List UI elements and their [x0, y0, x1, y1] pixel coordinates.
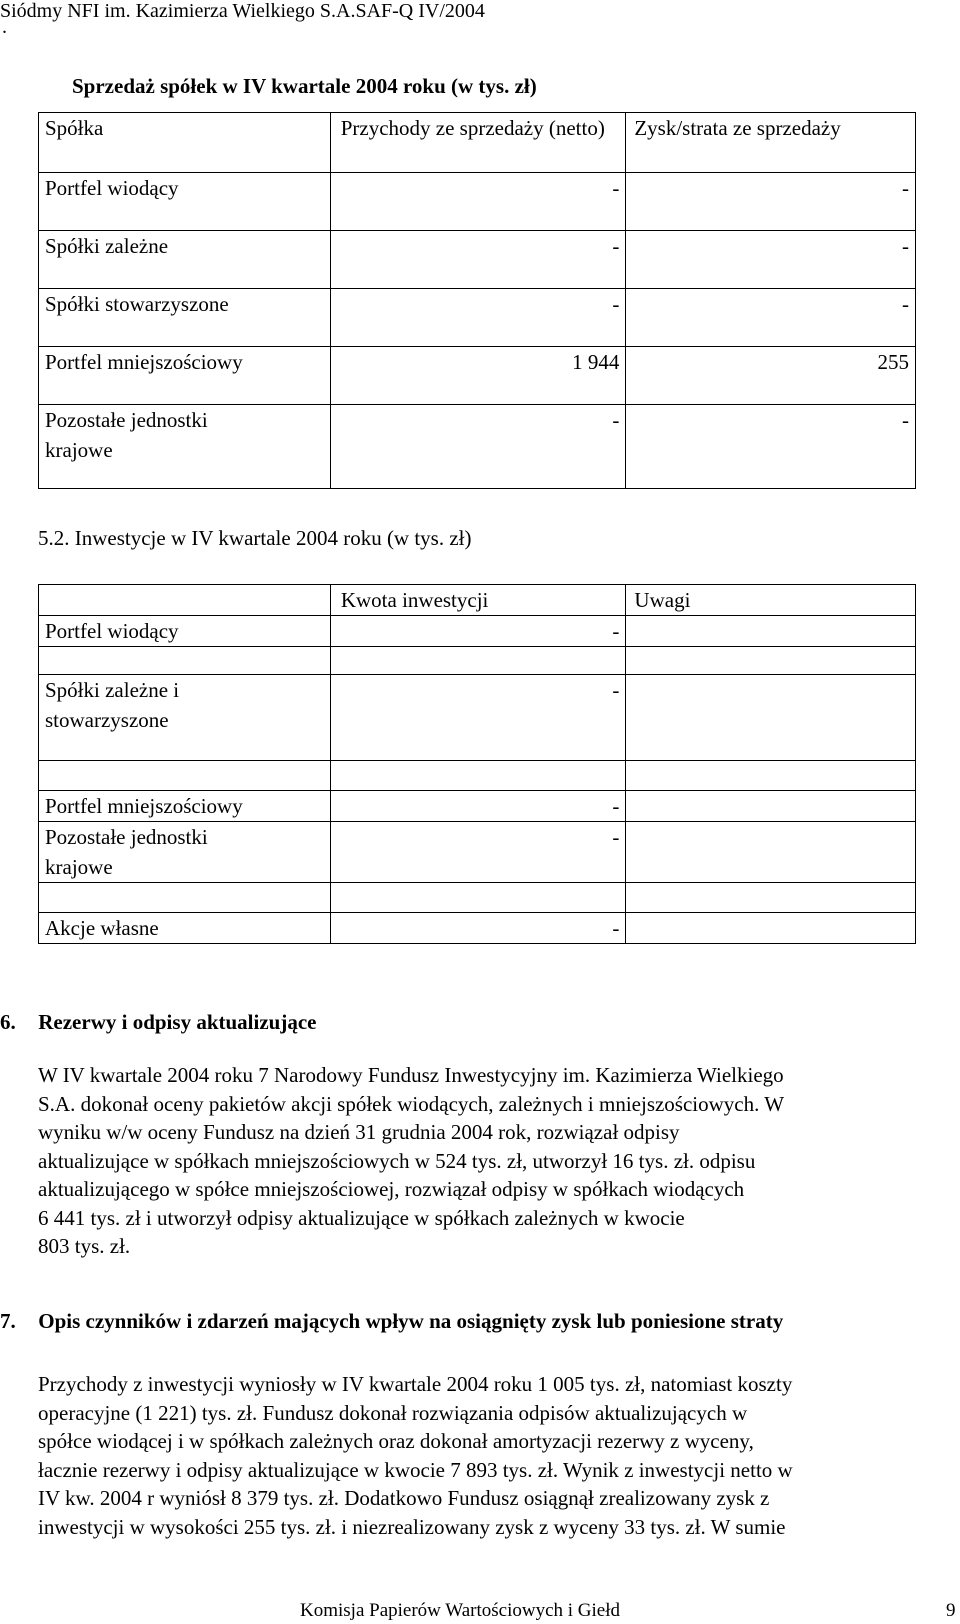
investments-row-name: Portfel wiodący	[39, 616, 331, 647]
section7-number: 7.	[0, 1309, 16, 1333]
paragraph-line: aktualizujące w spółkach mniejszościowych w 524 tys. zł, utworzył 16 tys. zł. odpisu	[38, 1148, 756, 1173]
investments-row-name: Spółki zależne i stowarzyszone	[39, 675, 331, 761]
sales-header-row	[39, 113, 916, 173]
sales-row-name: Spółki stowarzyszone	[39, 289, 331, 347]
paragraph-line: inwestycji w wysokości 255 tys. zł. i niezrealizowany zysk z wyceny 33 tys. zł. W sumie	[38, 1514, 786, 1539]
table-row	[39, 791, 916, 822]
paragraph-line: operacyjne (1 221) tys. zł. Fundusz dokonał rozwiązania odpisów aktualizujących w	[38, 1400, 748, 1425]
sales-row-profit: -	[626, 231, 916, 289]
section7-title: Opis czynników i zdarzeń mających wpływ na osiągnięty zysk lub poniesione straty	[38, 1309, 784, 1333]
investments-col-amount: Kwota inwestycji	[330, 585, 626, 616]
table-row	[39, 675, 916, 761]
investments-row-amount: -	[330, 791, 626, 822]
sales-row-name: Portfel mniejszościowy	[39, 347, 331, 405]
investments-row-name: Pozostałe jednostki krajowe	[39, 822, 331, 883]
sales-table	[38, 112, 916, 489]
table-row	[39, 173, 916, 231]
sales-row-profit: -	[626, 173, 916, 231]
spacer-row	[39, 647, 916, 675]
sales-row-name: Portfel wiodący	[39, 173, 331, 231]
sales-row-revenue: 1 944	[330, 347, 626, 405]
sales-col-company: Spółka	[39, 113, 331, 173]
section7-heading	[0, 1309, 783, 1334]
table-row	[39, 231, 916, 289]
paragraph-line: spółce wiodącej i w spółkach zależnych oraz dokonał amortyzacji rezerwy z wyceny,	[38, 1429, 754, 1453]
section6-number: 6.	[0, 1010, 16, 1034]
sales-row-revenue: -	[330, 173, 626, 231]
sales-col-profit: Zysk/strata ze sprzedaży	[626, 113, 916, 173]
paragraph-line: łacznie rezerwy i odpisy aktualizujące w kwocie 7 893 tys. zł. Wynik z inwestycji netto w	[38, 1457, 793, 1482]
investments-row-amount: -	[330, 616, 626, 647]
investments-col-blank	[39, 585, 331, 616]
section6-body	[38, 1061, 916, 1261]
section6-heading	[0, 1010, 316, 1035]
investments-row-name: Akcje własne	[39, 913, 331, 944]
page-header-dot: .	[2, 16, 7, 38]
paragraph-line: W IV kwartale 2004 roku 7 Narodowy Fundusz Inwestycyjny im. Kazimierza Wielkiego	[38, 1063, 784, 1087]
paragraph-line: wyniku w/w oceny Fundusz na dzień 31 grudnia 2004 rok, rozwiązał odpisy	[38, 1120, 680, 1144]
table-row	[39, 616, 916, 647]
page-number: 9	[946, 1600, 956, 1621]
investments-table	[38, 584, 916, 944]
sales-row-profit: -	[626, 289, 916, 347]
sales-col-revenue: Przychody ze sprzedaży (netto)	[330, 113, 626, 173]
spacer-row	[39, 883, 916, 913]
section7-body	[38, 1370, 916, 1541]
sales-row-revenue: -	[330, 289, 626, 347]
sales-row-revenue: -	[330, 405, 626, 489]
table-row	[39, 822, 916, 883]
sales-row-revenue: -	[330, 231, 626, 289]
spacer-row	[39, 761, 916, 791]
investments-col-notes: Uwagi	[626, 585, 916, 616]
page-footer: Komisja Papierów Wartościowych i Giełd	[300, 1600, 621, 1621]
paragraph-line: 803 tys. zł.	[38, 1234, 131, 1258]
sales-row-name: Pozostałe jednostki krajowe	[39, 405, 331, 489]
section6-title: Rezerwy i odpisy aktualizujące	[38, 1010, 317, 1034]
investments-row-name: Portfel mniejszościowy	[39, 791, 331, 822]
sales-row-profit: 255	[626, 347, 916, 405]
paragraph-line: IV kw. 2004 r wyniósł 8 379 tys. zł. Dodatkowo Fundusz osiągnął zrealizowany zysk z	[38, 1486, 770, 1510]
investments-header-row	[39, 585, 916, 616]
investments-row-amount: -	[330, 675, 626, 761]
paragraph-line: 6 441 tys. zł i utworzył odpisy aktualizujące w spółkach zależnych w kwocie	[38, 1205, 685, 1230]
investments-title: 5.2. Inwestycje w IV kwartale 2004 roku (w tys. zł)	[38, 526, 472, 550]
table-row	[39, 289, 916, 347]
table-row	[39, 913, 916, 944]
sales-row-name: Spółki zależne	[39, 231, 331, 289]
sales-title: Sprzedaż spółek w IV kwartale 2004 roku (w tys. zł)	[72, 74, 537, 98]
paragraph-line: S.A. dokonał oceny pakietów akcji spółek wiodących, zależnych i mniejszościowych. W	[38, 1091, 785, 1116]
paragraph-line: aktualizującego w spółce mniejszościowej, rozwiązał odpisy w spółkach wiodących	[38, 1177, 745, 1201]
paragraph-line: Przychody z inwestycji wyniosły w IV kwartale 2004 roku 1 005 tys. zł, natomiast koszty	[38, 1372, 793, 1396]
page-header: Siódmy NFI im. Kazimierza Wielkiego S.A.SAF-Q IV/2004	[0, 0, 485, 22]
table-row	[39, 405, 916, 489]
table-row	[39, 347, 916, 405]
investments-row-amount: -	[330, 913, 626, 944]
investments-row-amount: -	[330, 822, 626, 883]
sales-row-profit: -	[626, 405, 916, 489]
